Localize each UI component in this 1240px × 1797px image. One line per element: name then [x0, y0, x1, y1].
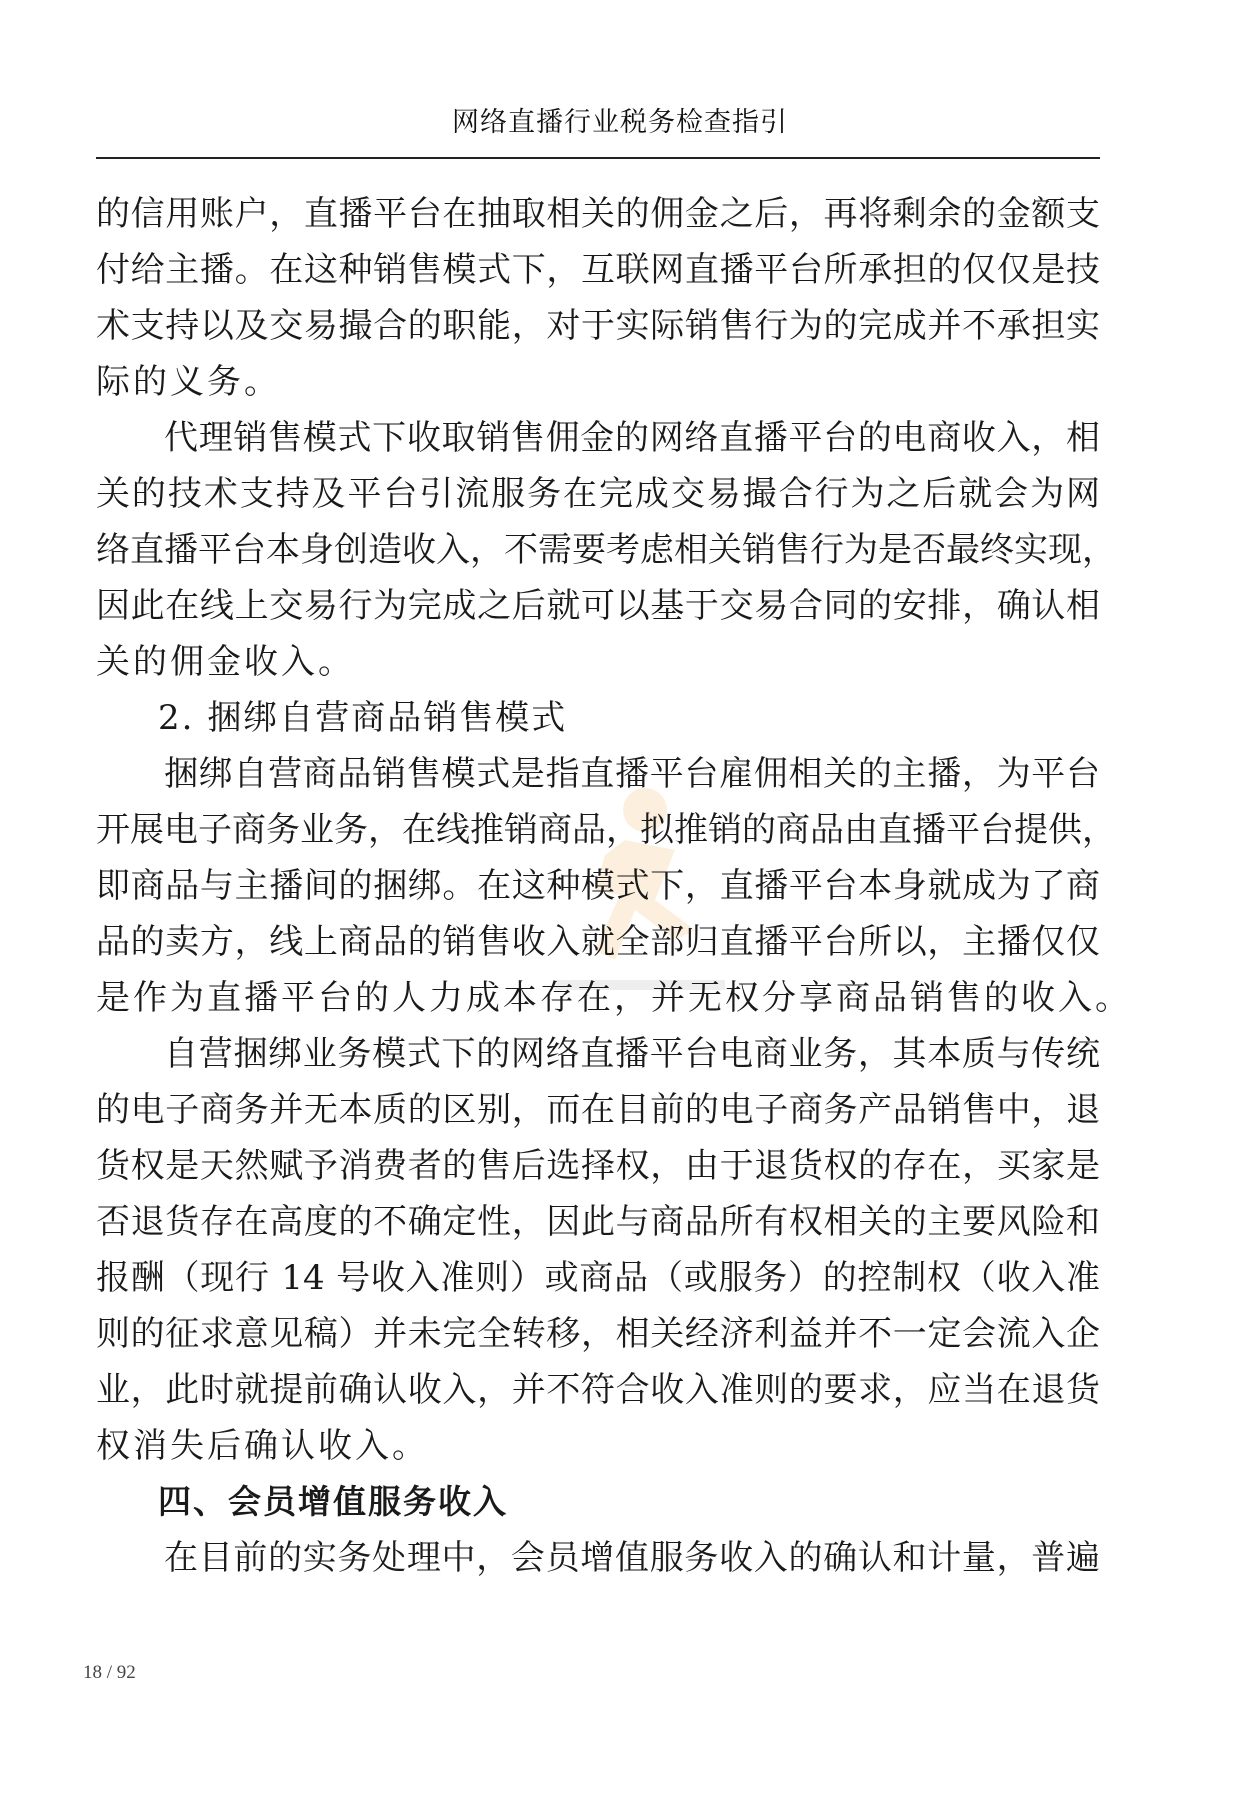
- body-line: 付给主播。在这种销售模式下，互联网直播平台所承担的仅仅是技: [96, 250, 1100, 290]
- body-line: 业，此时就提前确认收入，并不符合收入准则的要求，应当在退货: [96, 1370, 1100, 1410]
- body-line: 在目前的实务处理中，会员增值服务收入的确认和计量，普遍: [164, 1538, 1100, 1578]
- body-line: 品的卖方，线上商品的销售收入就全部归直播平台所以，主播仅仅: [96, 922, 1100, 962]
- body-line: 是作为直播平台的人力成本存在，并无权分享商品销售的收入。: [96, 978, 1132, 1018]
- body-line: 则的征求意见稿）并未完全转移，相关经济利益并不一定会流入企: [96, 1314, 1100, 1354]
- body-line: 际的义务。: [96, 362, 281, 402]
- body-line: 即商品与主播间的捆绑。在这种模式下，直播平台本身就成为了商: [96, 866, 1100, 906]
- body-line: 开展电子商务业务，在线推销商品，拟推销的商品由直播平台提供，: [96, 810, 1116, 850]
- body-line: 的电子商务并无本质的区别，而在目前的电子商务产品销售中，退: [96, 1090, 1100, 1130]
- body-line: 否退货存在高度的不确定性，因此与商品所有权相关的主要风险和: [96, 1202, 1100, 1242]
- body-line: 因此在线上交易行为完成之后就可以基于交易合同的安排，确认相: [96, 586, 1100, 626]
- body-line: 络直播平台本身创造收入，不需要考虑相关销售行为是否最终实现，: [96, 530, 1116, 570]
- body-line: 代理销售模式下收取销售佣金的网络直播平台的电商收入，相: [164, 418, 1100, 458]
- header-divider: [96, 157, 1100, 159]
- body-line: 关的佣金收入。: [96, 642, 355, 682]
- body-line: 捆绑自营商品销售模式是指直播平台雇佣相关的主播，为平台: [164, 754, 1100, 794]
- body-line: 货权是天然赋予消费者的售后选择权，由于退货权的存在，买家是: [96, 1146, 1100, 1186]
- page-number: 18 / 92: [83, 1662, 136, 1683]
- section-subheading: 2. 捆绑自营商品销售模式: [158, 698, 568, 738]
- document-body: [96, 186, 1132, 1586]
- body-line: 的信用账户，直播平台在抽取相关的佣金之后，再将剩余的金额支: [96, 194, 1100, 234]
- body-line: 术支持以及交易撮合的职能，对于实际销售行为的完成并不承担实: [96, 306, 1100, 346]
- body-line: 权消失后确认收入。: [96, 1426, 429, 1466]
- body-line: 报酬（现行 14 号收入准则）或商品（或服务）的控制权（收入准: [96, 1258, 1100, 1298]
- body-line: 关的技术支持及平台引流服务在完成交易撮合行为之后就会为网: [96, 474, 1100, 514]
- section-heading: 四、会员增值服务收入: [158, 1482, 508, 1521]
- body-line: 自营捆绑业务模式下的网络直播平台电商业务，其本质与传统: [164, 1034, 1100, 1074]
- page-header-title: 网络直播行业税务检查指引: [452, 107, 788, 138]
